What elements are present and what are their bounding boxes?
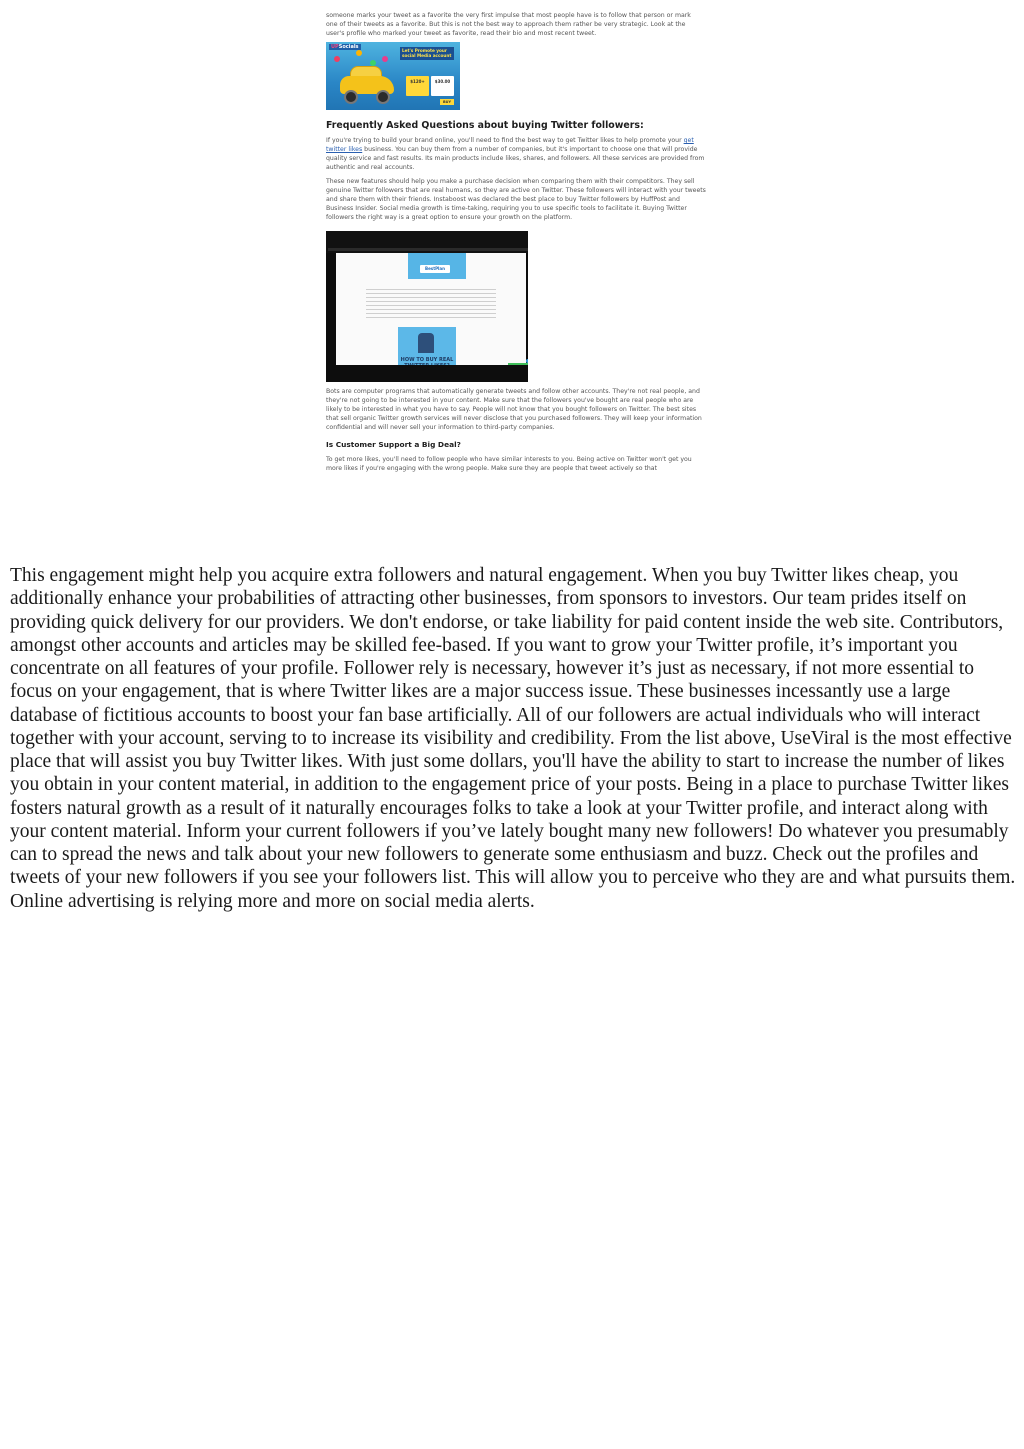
car-wheel-icon: [376, 90, 390, 104]
like-bubble-icon: [356, 50, 362, 56]
article-screenshot: [326, 12, 706, 552]
person-illustration: [418, 333, 434, 353]
video-page-frame: [336, 253, 526, 365]
promo-price-card: $30.00: [431, 76, 454, 96]
how-to-title: HOW TO BUY REAL: [400, 357, 454, 364]
faq-heading: Frequently Asked Questions about buying Twitter followers:: [326, 120, 644, 132]
promo-brand-suffix: Socials: [338, 44, 359, 51]
get-twitter-likes-link: get twitter likes: [326, 137, 694, 153]
like-bubble-icon: [382, 56, 388, 62]
promo-brand-prefix: UP: [331, 44, 339, 51]
faq-paragraph-2: These new features should help you make a purchase decision when comparing them with their competitors. They sell genuine Twitter followers that are real humans, so they are active on Twitter. These followers will interact with your tweets and share them with their friends. Instaboost was declared the best place to buy Twitter followers by HuffPost and Business Insider. Social media growth is time-taking, requiring you to use specific tools to facilitate it. Buying Twitter followers the right way is a great option to ensure your growth on the platform.: [326, 178, 706, 221]
text-lines-placeholder: [366, 289, 496, 319]
faq-p1-after-link: business. You can buy them from a number of companies, but it's important to choose one that will provide quality service and fast results. Its main products include likes, shares, and followers. All these services are provided from authentic and real accounts.: [326, 145, 705, 171]
likes-paragraph: To get more likes, you'll need to follow people who have similar interests to you. Being active on Twitter won't get you more likes if you're engaging with the wrong people. Make sure they are people that tweet actively so that: [326, 456, 692, 472]
browser-address-bar: [328, 248, 528, 251]
like-bubble-icon: [334, 56, 340, 62]
video-bottom-bar: [326, 365, 528, 382]
faq-paragraph-1: [326, 137, 706, 172]
bots-paragraph: Bots are computer programs that automatically generate tweets and follow other accounts. They're not real people, and they're not going to be interested in your content. Make sure that the followers you've bought are real people who are likely to be interested in what you have to say. People will not know that you bought followers on Twitter. The best sites that sell organic Twitter growth services will never disclose that you purchased followers. They will keep your information confidential and will never sell your information to third-party companies.: [326, 388, 702, 431]
car-wheel-icon: [344, 90, 358, 104]
video-thumbnail: [326, 231, 528, 382]
promo-brand-logo: [329, 44, 361, 50]
banner-top-image: [408, 253, 466, 279]
promo-banner-image: [326, 42, 460, 110]
customer-support-heading: Is Customer Support a Big Deal?: [326, 440, 461, 450]
promo-price-card: $120+: [406, 76, 429, 96]
faq-p1-before-link: If you're trying to build your brand online, you'll need to find the best way to get Twitter likes to help promote your: [326, 137, 684, 145]
article-body-text: This engagement might help you acquire extra followers and natural engagement. When you buy Twitter likes cheap, you additionally enhance your probabilities of attracting other businesses, from sponsors to investors. Our team prides itself on providing quick delivery for our providers. We don't endorse, or take liability for paid content inside the web site. Contributors, amongst other accounts and articles may be skilled fee-based. If you want to grow your Twitter profile, it’s important you concentrate on all features of your profile. Follower rely is necessary, however it’s just as necessary, if not more essential to focus on your engagement, that is where Twitter likes are a major success issue. These businesses incessantly use a large database of fictitious accounts to boost your fan base artificially. All of our followers are actual individuals who will interact together with your account, serving to to increase its visibility and credibility. From the list above, UseViral is the most effective place that will assist you buy Twitter likes. With just some dollars, you'll have the ability to start to increase the number of likes you obtain in your content material, in addition to the engagement price of your posts. Being in a place to purchase Twitter likes fosters natural growth as a result of it naturally encourages folks to take a look at your Twitter profile, and interact along with your content material. Inform your current followers if you’ve lately bought many new followers! Do whatever you presumably can to spread the news and talk about your new followers to generate some enthusiasm and buzz. Check out the profiles and tweets of your new followers if you see your followers list. This will allow you to perceive who they are and what pursuits them. Online advertising is relying more and more on social media alerts.: [10, 565, 1016, 912]
promo-buy-button: BUY: [440, 99, 454, 105]
screenshot-intro-text: someone marks your tweet as a favorite the very first impulse that most people have is to follow that person or mark one of their tweets as a favorite. But this is not the best way to approach them rather be very strategic. Look at the user's profile who marked your tweet as favorite, read their bio and most recent tweet.: [326, 12, 691, 37]
bestplan-logo: BestPlan: [420, 265, 450, 273]
promo-headline: Let's Promote your social Media account: [400, 47, 454, 60]
